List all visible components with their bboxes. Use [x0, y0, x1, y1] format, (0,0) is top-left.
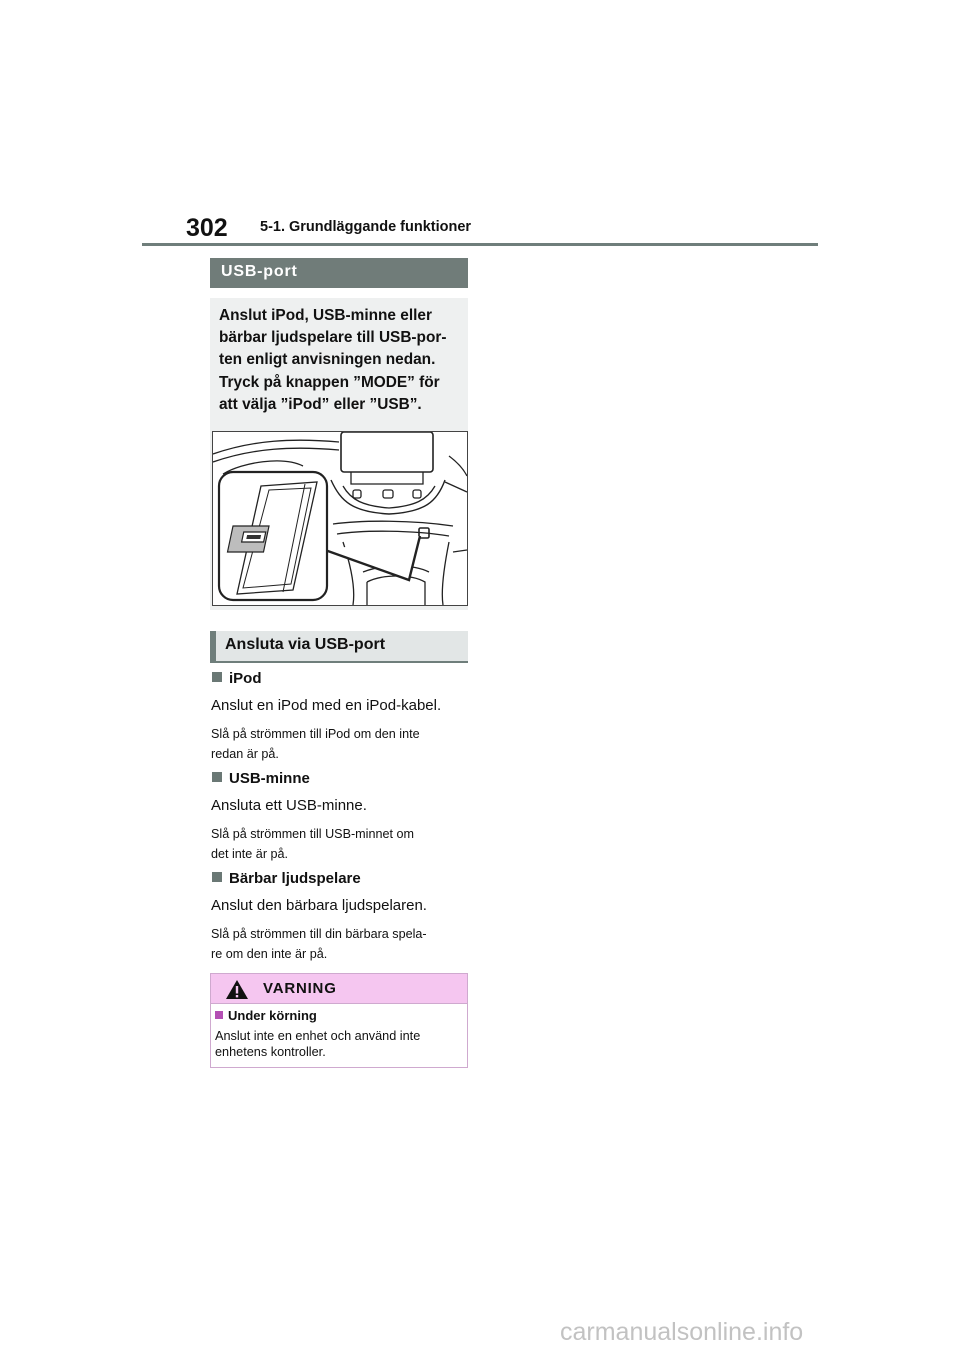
warning-triangle-icon	[225, 979, 249, 1000]
page-number: 302	[186, 214, 228, 242]
intro-line: att välja ”iPod” eller ”USB”.	[219, 395, 422, 413]
warning-box	[210, 973, 468, 1068]
bullet-square-icon	[212, 672, 222, 682]
note-line: Slå på strömmen till din bärbara spela-	[211, 927, 427, 941]
item-heading-text: Bärbar ljudspelare	[229, 870, 361, 887]
item-heading-text: USB-minne	[229, 770, 310, 787]
warning-line: enhetens kontroller.	[215, 1044, 326, 1059]
item-instruction: Anslut en iPod med en iPod-kabel.	[211, 697, 442, 714]
warning-body	[215, 1029, 420, 1060]
note-line: Slå på strömmen till iPod om den inte	[211, 727, 420, 741]
intro-text	[219, 305, 469, 416]
warning-label: VARNING	[263, 980, 337, 997]
bullet-square-icon	[212, 872, 222, 882]
warning-line: Anslut inte en enhet och använd inte	[215, 1029, 421, 1043]
item-heading-ipod	[212, 670, 262, 687]
warning-header	[211, 974, 467, 1004]
intro-line: bärbar ljudspelare till USB-por-	[219, 329, 447, 347]
intro-line: Tryck på knappen ”MODE” för	[219, 373, 440, 391]
usb-port-illustration	[212, 431, 468, 606]
usb-port-title: USB-port	[210, 258, 468, 288]
note-line: redan är på.	[211, 747, 279, 761]
note-line: re om den inte är på.	[211, 947, 328, 961]
connect-section-title: Ansluta via USB-port	[210, 631, 468, 663]
bullet-square-icon	[212, 772, 222, 782]
item-heading-text: iPod	[229, 670, 262, 687]
item-instruction: Ansluta ett USB-minne.	[211, 797, 367, 814]
warning-subheading-text: Under körning	[228, 1008, 317, 1023]
item-note	[211, 924, 427, 964]
watermark: carmanualsonline.info	[560, 1318, 804, 1346]
warning-subheading	[215, 1008, 317, 1023]
item-note	[211, 824, 414, 864]
center-screen	[341, 432, 433, 472]
item-instruction: Anslut den bärbara ljudspelaren.	[211, 897, 427, 914]
item-heading-barbar-ljudspelare	[212, 870, 361, 887]
note-line: Slå på strömmen till USB-minnet om	[211, 827, 414, 841]
note-line: det inte är på.	[211, 847, 289, 861]
item-heading-usb-minne	[212, 770, 310, 787]
header-divider	[142, 243, 818, 246]
bullet-square-icon	[215, 1011, 223, 1019]
intro-line: Anslut iPod, USB-minne eller	[219, 307, 432, 324]
intro-line: ten enligt anvisningen nedan.	[219, 351, 436, 369]
section-title: 5-1. Grundläggande funktioner	[260, 219, 472, 235]
item-note	[211, 724, 420, 764]
